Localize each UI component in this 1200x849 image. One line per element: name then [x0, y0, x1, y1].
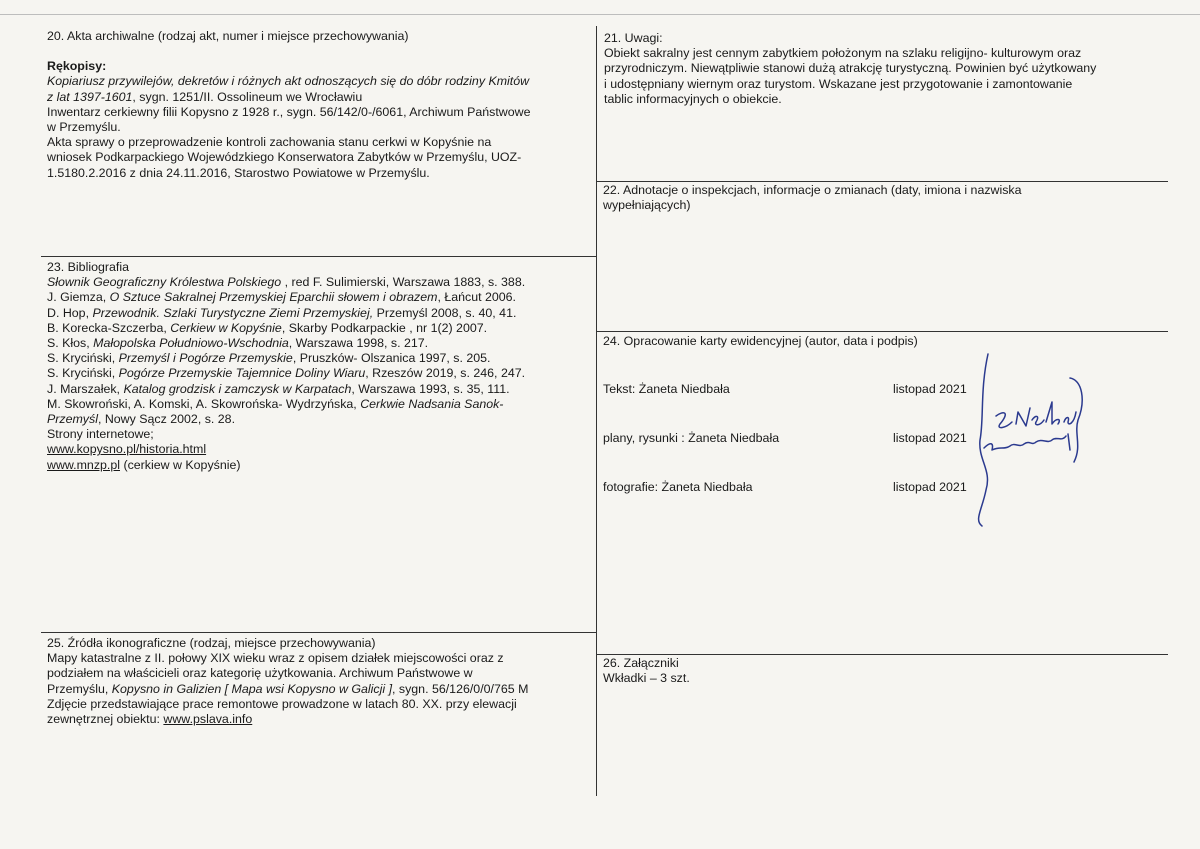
source-line: zewnętrznej obiektu: www.pslava.info — [47, 712, 253, 727]
section-23-heading: 23. Bibliografia — [47, 260, 129, 274]
section-22-inspection-notes — [603, 183, 1165, 213]
divider-24-26 — [597, 654, 1168, 655]
remarks-line: tablic informacyjnych o obiekcie. — [604, 91, 782, 106]
record-line: Inwentarz cerkiewny filii Kopysno z 1928 r., sygn. 56/142/0-/6061, Archiwum Państwowe — [47, 104, 531, 119]
author-row-photos — [603, 480, 752, 495]
section-20-heading: 20. Akta archiwalne (rodzaj akt, numer i miejsce przechowywania) — [47, 29, 409, 43]
record-line: w Przemyślu. — [47, 120, 121, 135]
kopysno-history-link[interactable]: www.kopysno.pl/historia.html — [47, 442, 207, 457]
manuscripts-subheading: Rękopisy: — [47, 59, 107, 74]
record-line: z lat 1397-1601, sygn. 1251/II. Ossolineum we Wrocławiu — [47, 89, 363, 104]
attachments-line: Wkładki – 3 szt. — [603, 671, 690, 686]
handwritten-signature — [970, 350, 1100, 535]
author-label: fotografie: Żaneta Niedbała — [603, 480, 753, 494]
bibliography-entry: B. Korecka-Szczerba, Cerkiew w Kopyśnie, Skarby Podkarpackie , nr 1(2) 2007. — [47, 320, 488, 335]
section-26-heading: 26. Załączniki — [603, 656, 679, 670]
remarks-line: przyrodniczym. Niewątpliwie stanowi dużą atrakcję turystyczną. Powinien być użytkowany — [604, 61, 1097, 76]
bibliography-entry: Przemyśl, Nowy Sącz 2002, s. 28. — [47, 412, 236, 427]
bibliography-entry: S. Kłos, Małopolska Południowo-Wschodnia, Warszawa 1998, s. 217. — [47, 336, 429, 351]
bibliography-link-row — [47, 442, 593, 457]
section-22-heading: 22. Adnotacje o inspekcjach, informacje o zmianach (daty, imiona i nazwiska — [603, 183, 1022, 197]
divider-23-25 — [41, 632, 596, 633]
section-20-archival-records — [47, 29, 593, 181]
bibliography-entry: M. Skowroński, A. Komski, A. Skowrońska- Wydrzyńska, Cerkwie Nadsania Sanok- — [47, 396, 504, 411]
record-line: Akta sprawy o przeprowadzenie kontroli zachowania stanu cerkwi w Kopyśnie na — [47, 135, 492, 150]
source-line: podziałem na właścicieli oraz kategorię użytkowania. Archiwum Państwowe w — [47, 666, 473, 681]
remarks-line: i udostępniany wiernym oraz turystom. Wskazane jest przygotowanie i zamontowanie — [604, 76, 1073, 91]
author-date: listopad 2021 — [893, 480, 967, 494]
section-24-card-preparation — [603, 334, 1163, 349]
divider-20-23 — [41, 256, 596, 257]
source-line: Przemyślu, Kopysno in Galizien [ Mapa wsi Kopysno w Galicji ], sygn. 56/126/0/0/765 M — [47, 681, 529, 696]
record-line: wniosek Podkarpackiego Wojewódzkiego Konserwatora Zabytków w Przemyślu, UOZ- — [47, 150, 522, 165]
divider-22-24 — [597, 331, 1168, 332]
section-25-heading: 25. Źródła ikonograficzne (rodzaj, miejsce przechowywania) — [47, 636, 376, 650]
author-date: listopad 2021 — [893, 382, 967, 396]
bibliography-entry: J. Marszałek, Katalog grodzisk i zamczysk w Karpatach, Warszawa 1993, s. 35, 111. — [47, 381, 510, 396]
pslava-link[interactable]: www.pslava.info — [163, 712, 253, 727]
author-date: listopad 2021 — [893, 431, 967, 445]
mnzp-link[interactable]: www.mnzp.pl — [47, 457, 120, 472]
divider-21-22 — [597, 181, 1168, 182]
section-25-iconographic-sources — [47, 636, 593, 727]
author-label: plany, rysunki : Żaneta Niedbała — [603, 431, 780, 445]
source-line: Mapy katastralne z II. połowy XIX wieku wraz z opisem działek miejscowości oraz z — [47, 651, 504, 666]
section-22-heading-cont: wypełniających) — [603, 198, 691, 213]
section-24-heading: 24. Opracowanie karty ewidencyjnej (autor, data i podpis) — [603, 334, 918, 348]
section-21-heading: 21. Uwagi: — [604, 31, 663, 45]
bibliography-link-row: www.mnzp.pl (cerkiew w Kopyśnie) — [47, 457, 241, 472]
author-label: Tekst: Żaneta Niedbała — [603, 382, 730, 396]
bibliography-entry: Słownik Geograficzny Królestwa Polskiego , red F. Sulimierski, Warszawa 1883, s. 388. — [47, 275, 526, 290]
bibliography-entry: S. Kryciński, Przemyśl i Pogórze Przemyskie, Pruszków- Olszanica 1997, s. 205. — [47, 351, 491, 366]
source-line: Zdjęcie przedstawiające prace remontowe prowadzone w latach 80. XX. przy elewacji — [47, 696, 517, 711]
column-divider — [596, 26, 597, 796]
remarks-line: Obiekt sakralny jest cennym zabytkiem położonym na szlaku religijno- kulturowym oraz — [604, 46, 1082, 61]
bibliography-entry: J. Giemza, O Sztuce Sakralnej Przemyskiej Eparchii słowem i obrazem, Łańcut 2006. — [47, 290, 516, 305]
section-21-remarks — [604, 31, 1166, 107]
section-26-attachments — [603, 656, 1163, 686]
author-row-text — [603, 382, 730, 397]
bibliography-entry: S. Kryciński, Pogórze Przemyskie Tajemnice Doliny Wiaru, Rzeszów 2019, s. 246, 247. — [47, 366, 526, 381]
websites-label: Strony internetowe; — [47, 427, 154, 442]
record-line: 1.5180.2.2016 z dnia 24.11.2016, Starostwo Powiatowe w Przemyślu. — [47, 165, 430, 180]
author-row-plans — [603, 431, 779, 446]
page-top-edge — [0, 14, 1200, 15]
bibliography-entry: D. Hop, Przewodnik. Szlaki Turystyczne Ziemi Przemyskiej, Przemyśl 2008, s. 40, 41. — [47, 305, 517, 320]
section-23-bibliography — [47, 260, 593, 473]
record-line: Kopiariusz przywilejów, dekretów i różnych akt odnoszących się do dóbr rodziny Kmitów — [47, 74, 530, 89]
